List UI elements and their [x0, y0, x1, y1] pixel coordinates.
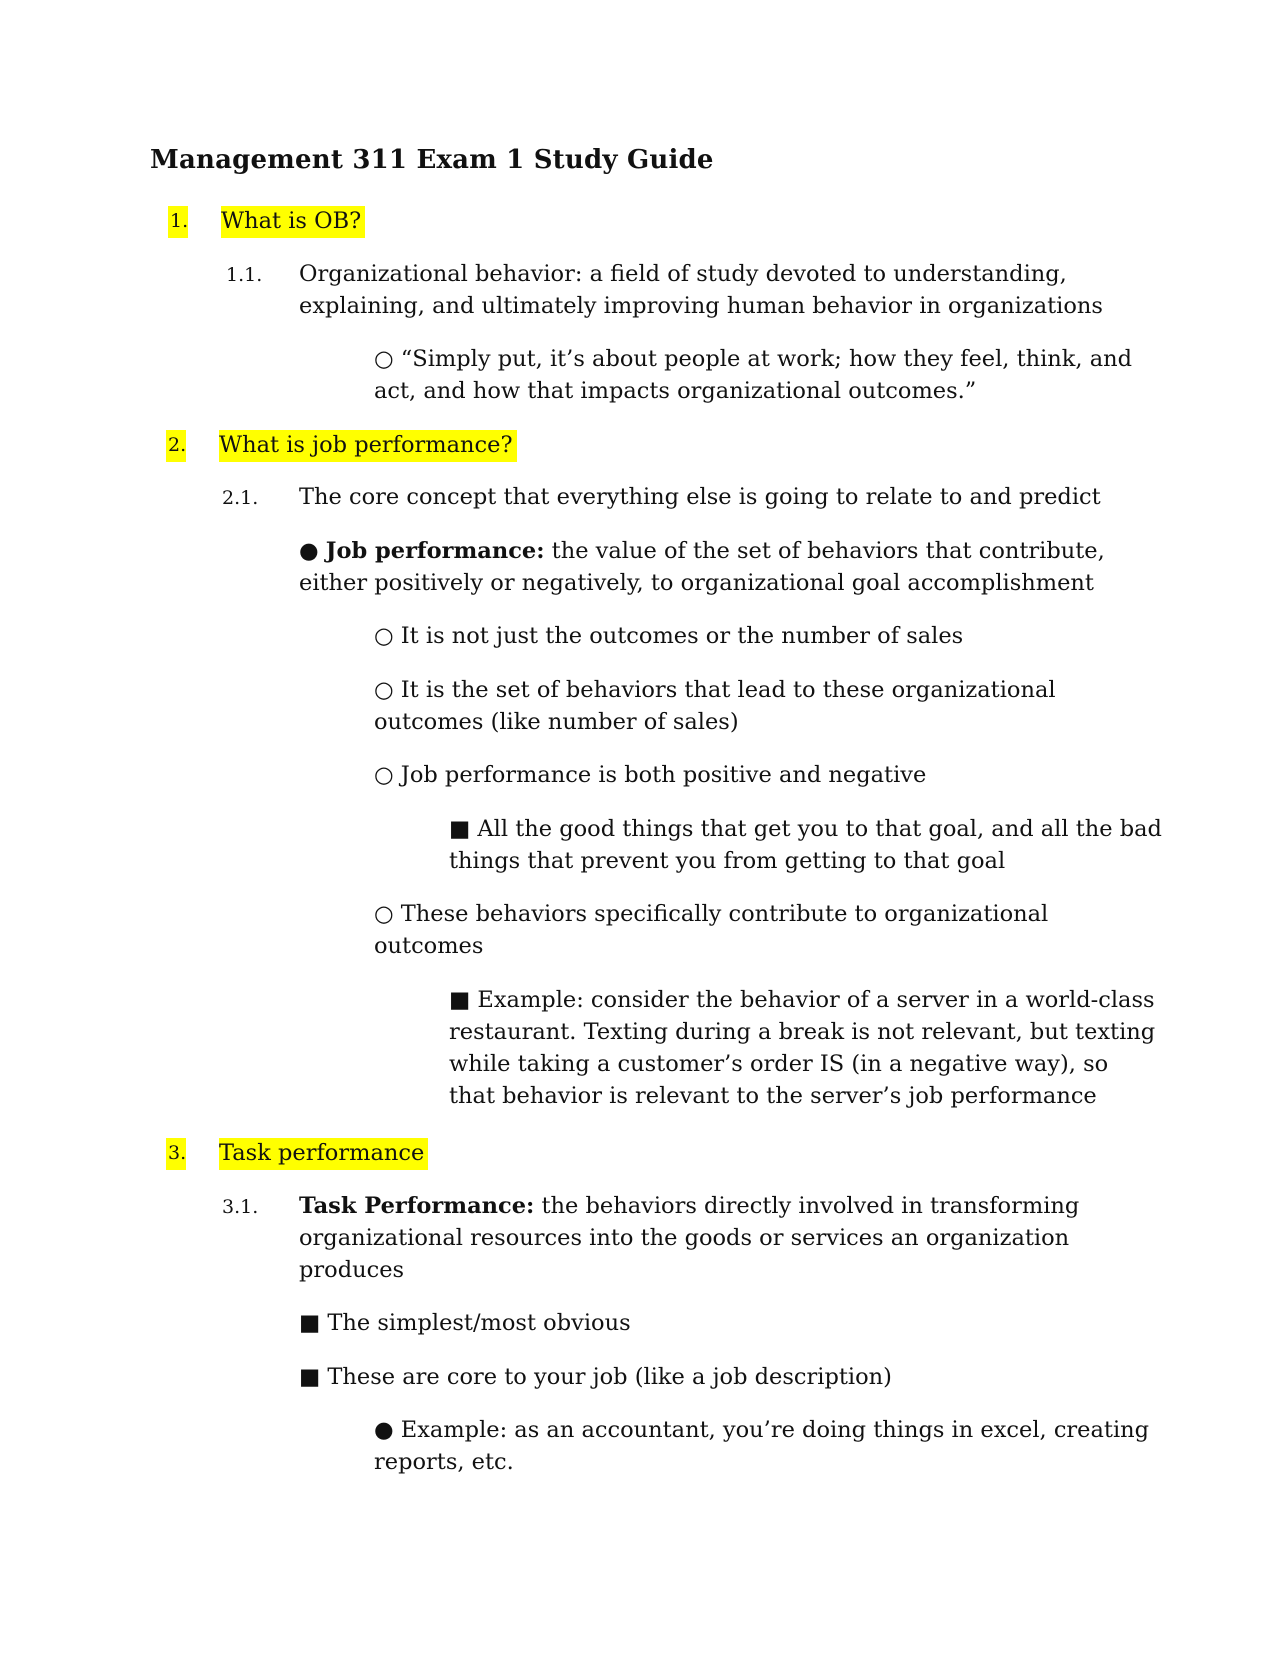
list-item: ■ Example: consider the behavior of a server in a world-class: [449, 987, 1155, 1013]
section-number: 1.: [168, 206, 188, 238]
subsection-number: 2.1.: [222, 487, 259, 509]
paragraph-line: The core concept that everything else is going to relate to and predict: [299, 484, 1101, 510]
circle-bullet-icon: ○: [374, 901, 394, 927]
square-bullet-icon: ■: [449, 987, 471, 1013]
list-item-line: restaurant. Texting during a break is not relevant, but texting: [449, 1019, 1156, 1045]
section-number: 3.: [166, 1138, 186, 1170]
list-item-line: reports, etc.: [374, 1449, 514, 1475]
circle-bullet-icon: ○: [374, 623, 394, 649]
list-item: [374, 343, 1132, 376]
list-item: ■ These are core to your job (like a job description): [299, 1364, 892, 1390]
subsection-number: 1.1.: [226, 264, 263, 286]
list-item: ■ The simplest/most obvious: [299, 1310, 631, 1336]
circle-bullet-icon: ○: [374, 762, 394, 788]
list-item: ● Example: as an accountant, you’re doing things in excel, creating: [374, 1417, 1150, 1443]
list-item-line: while taking a customer’s order IS (in a negative way), so: [449, 1051, 1109, 1077]
circle-bullet-icon: ○: [374, 346, 394, 372]
square-bullet-icon: ■: [299, 1364, 321, 1390]
square-bullet-icon: ■: [449, 816, 471, 842]
definition-line: produces: [299, 1257, 405, 1283]
definition-line: [299, 1190, 1079, 1223]
list-item-line: outcomes (like number of sales): [374, 709, 739, 735]
list-item-line: things that prevent you from getting to that goal: [449, 848, 1006, 874]
list-item: ○ It is not just the outcomes or the number of sales: [374, 623, 964, 649]
section-title: What is OB?: [221, 206, 365, 238]
circle-bullet-icon: ○: [374, 677, 394, 703]
subsection-number: 3.1.: [222, 1196, 259, 1218]
paragraph-line: Organizational behavior: a field of study devoted to understanding,: [299, 261, 1067, 287]
section-title: Task performance: [219, 1138, 428, 1170]
list-item: ■ All the good things that get you to that goal, and all the bad: [449, 816, 1162, 842]
definition-line: [299, 535, 1105, 568]
definition-term: Task Performance:: [299, 1193, 535, 1219]
definition-line: either positively or negatively, to organizational goal accomplishment: [299, 570, 1094, 596]
definition-text: the behaviors directly involved in transforming: [534, 1193, 1080, 1219]
quote-line: act, and how that impacts organizational outcomes.”: [374, 378, 977, 404]
list-item: ○ It is the set of behaviors that lead to these organizational: [374, 677, 1056, 703]
section-number: 2.: [166, 430, 186, 462]
list-item-line: that behavior is relevant to the server’s job performance: [449, 1083, 1097, 1109]
document-title: Management 311 Exam 1 Study Guide: [150, 145, 714, 175]
bullet-icon: ●: [374, 1417, 394, 1443]
bullet-icon: ●: [299, 538, 319, 564]
section-title: What is job performance?: [219, 430, 517, 462]
list-item-line: outcomes: [374, 933, 484, 959]
definition-term: Job performance:: [325, 538, 545, 564]
square-bullet-icon: ■: [299, 1310, 321, 1336]
definition-line: organizational resources into the goods or services an organization: [299, 1225, 1070, 1251]
list-item: ○ Job performance is both positive and negative: [374, 762, 927, 788]
quote-line: “Simply put, it’s about people at work; how they feel, think, and: [400, 346, 1133, 372]
list-item: ○ These behaviors specifically contribute to organizational: [374, 901, 1049, 927]
paragraph-line: explaining, and ultimately improving human behavior in organizations: [299, 293, 1103, 319]
definition-text: the value of the set of behaviors that contribute,: [544, 538, 1105, 564]
